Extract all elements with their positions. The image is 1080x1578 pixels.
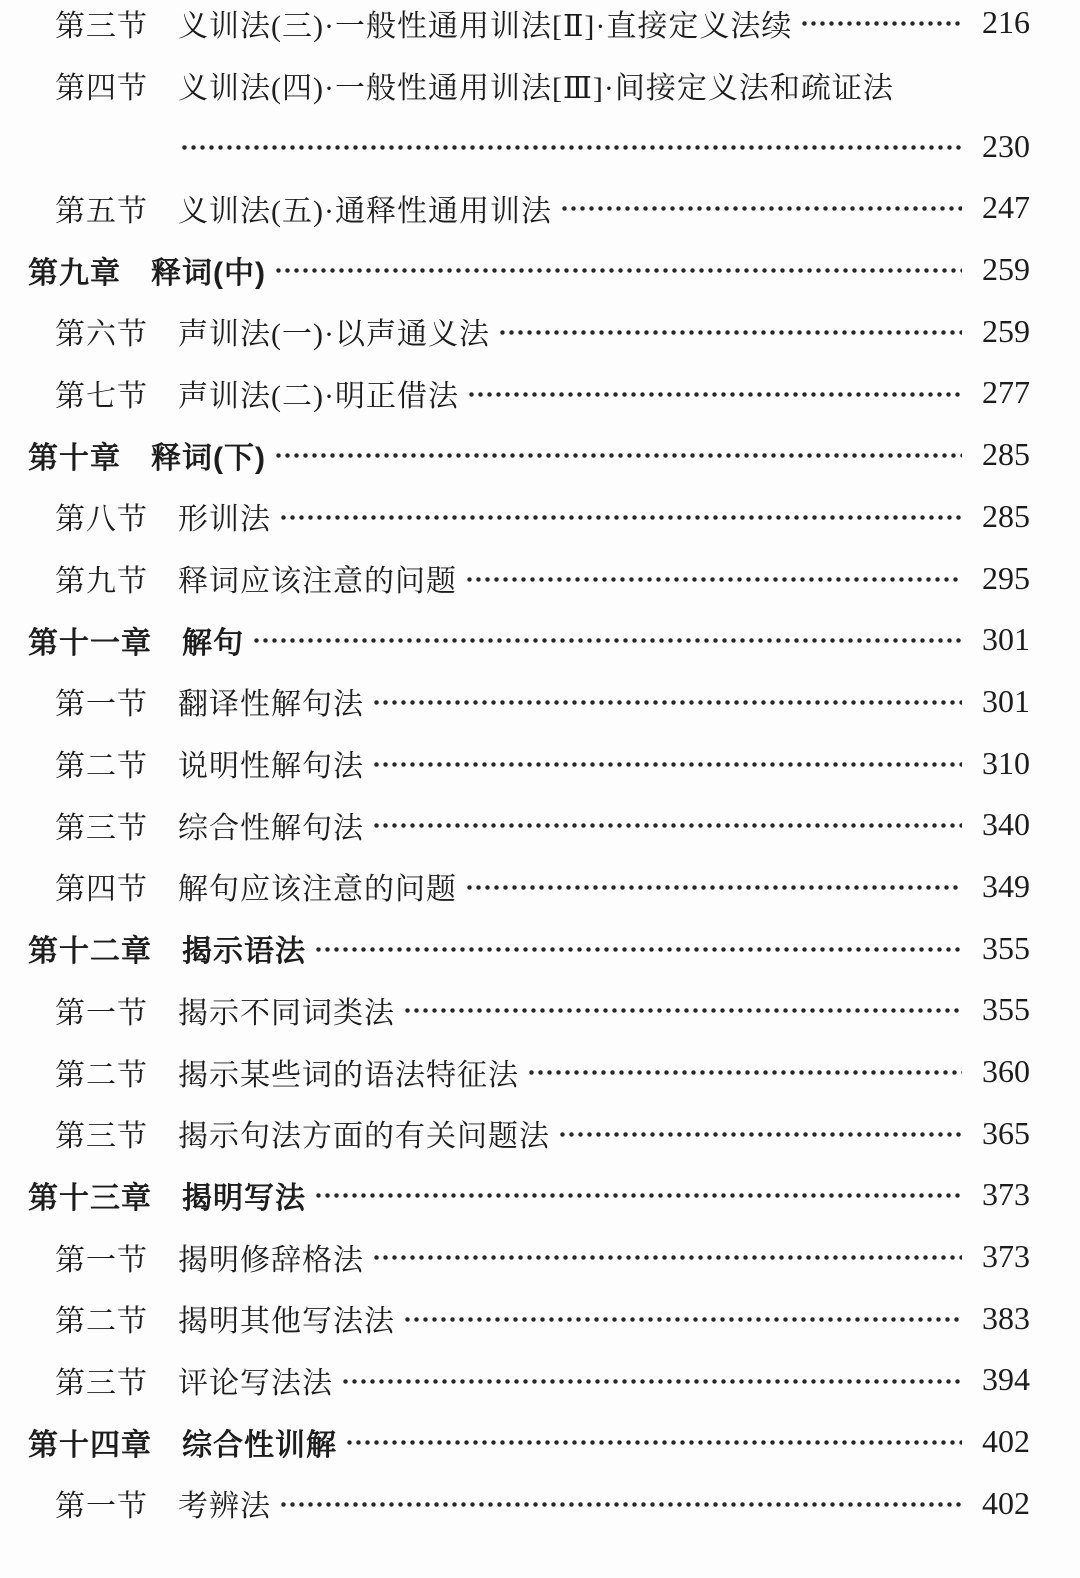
entry-label: 第一节 <box>55 688 148 722</box>
entry-title: 声训法(一)·以声通义法 <box>178 318 490 352</box>
entry-label: 第二节 <box>55 1305 148 1339</box>
toc-entry <box>28 1287 1030 1349</box>
entry-label: 第八节 <box>55 503 148 537</box>
toc-entry <box>28 1164 1030 1226</box>
dot-leader <box>403 1287 962 1349</box>
dot-leader <box>180 115 962 177</box>
page-number: 355 <box>982 929 1030 966</box>
toc-entry <box>28 1411 1030 1473</box>
page-number: 310 <box>982 744 1030 781</box>
dot-leader <box>465 856 962 918</box>
dot-leader <box>314 917 962 979</box>
entry-label: 第九节 <box>55 565 148 599</box>
entry-title: 解句 <box>182 626 244 660</box>
entry-title: 释词(下) <box>151 441 266 475</box>
page-number: 230 <box>982 127 1030 164</box>
entry-label: 第三节 <box>55 9 148 43</box>
toc-entry <box>28 547 1030 609</box>
toc-list <box>28 0 1030 1534</box>
entry-label: 第五节 <box>55 194 148 228</box>
dot-leader <box>279 1473 962 1535</box>
page-number: 360 <box>982 1053 1030 1090</box>
page-number: 402 <box>982 1423 1030 1460</box>
page-number: 259 <box>982 251 1030 288</box>
page-number: 295 <box>982 559 1030 596</box>
page-number: 355 <box>982 991 1030 1028</box>
toc-entry <box>28 1349 1030 1411</box>
toc-entry <box>28 1041 1030 1103</box>
dot-leader <box>527 1041 962 1103</box>
entry-title: 义训法(五)·通释性通用训法 <box>178 194 552 228</box>
entry-title: 考辨法 <box>178 1490 271 1524</box>
toc-entry <box>28 424 1030 486</box>
dot-leader <box>372 1226 962 1288</box>
entry-title: 声训法(二)·明正借法 <box>178 379 459 413</box>
entry-title: 释词(中) <box>151 256 266 290</box>
page-number: 394 <box>982 1361 1030 1398</box>
entry-label: 第十三章 <box>28 1181 152 1215</box>
dot-leader <box>498 300 962 362</box>
entry-label: 第二节 <box>55 750 148 784</box>
entry-label: 第二节 <box>55 1058 148 1092</box>
entry-label: 第十章 <box>28 441 121 475</box>
entry-title: 义训法(四)·一般性通用训法[Ⅲ]·间接定义法和疏证法 <box>178 71 894 105</box>
toc-entry <box>28 362 1030 424</box>
dot-leader <box>372 671 962 733</box>
dot-leader <box>274 239 962 301</box>
entry-label: 第三节 <box>55 1120 148 1154</box>
toc-entry <box>28 0 1030 54</box>
entry-label: 第一节 <box>55 1490 148 1524</box>
page-number: 383 <box>982 1299 1030 1336</box>
toc-entry <box>28 54 1030 116</box>
entry-title: 说明性解句法 <box>178 750 364 784</box>
toc-entry <box>28 239 1030 301</box>
entry-label: 第一节 <box>55 996 148 1030</box>
toc-entry <box>28 486 1030 548</box>
entry-title: 揭示不同词类法 <box>178 996 395 1030</box>
page-number: 349 <box>982 867 1030 904</box>
toc-entry <box>28 1226 1030 1288</box>
toc-entry <box>28 979 1030 1041</box>
entry-title: 揭明修辞格法 <box>178 1243 364 1277</box>
toc-entry <box>28 1473 1030 1535</box>
page-number: 285 <box>982 497 1030 534</box>
entry-title: 揭示语法 <box>182 935 306 969</box>
page-number: 373 <box>982 1238 1030 1275</box>
dot-leader <box>279 486 962 548</box>
dot-leader <box>341 1349 962 1411</box>
entry-title: 揭示某些词的语法特征法 <box>178 1058 519 1092</box>
entry-title: 形训法 <box>178 503 271 537</box>
page-number: 247 <box>982 189 1030 226</box>
entry-label: 第三节 <box>55 811 148 845</box>
toc-entry <box>28 1102 1030 1164</box>
dot-leader <box>558 1102 962 1164</box>
entry-label: 第十四章 <box>28 1428 152 1462</box>
entry-title: 揭示句法方面的有关问题法 <box>178 1120 550 1154</box>
entry-label: 第九章 <box>28 256 121 290</box>
entry-label: 第一节 <box>55 1243 148 1277</box>
dot-leader <box>314 1164 962 1226</box>
entry-title: 综合性训解 <box>182 1428 337 1462</box>
entry-title: 义训法(三)·一般性通用训法[Ⅱ]·直接定义法续 <box>178 9 793 43</box>
toc-entry <box>28 794 1030 856</box>
page-number: 285 <box>982 436 1030 473</box>
toc-entry <box>28 856 1030 918</box>
page-number: 259 <box>982 312 1030 349</box>
page-number: 365 <box>982 1114 1030 1151</box>
dot-leader <box>252 609 962 671</box>
dot-leader <box>467 362 962 424</box>
dot-leader <box>403 979 962 1041</box>
entry-label: 第四节 <box>55 71 148 105</box>
toc-entry-continuation <box>28 115 1030 177</box>
page-number: 301 <box>982 682 1030 719</box>
toc-entry <box>28 732 1030 794</box>
entry-label: 第十二章 <box>28 935 152 969</box>
toc-entry <box>28 609 1030 671</box>
dot-leader <box>465 547 962 609</box>
toc-entry <box>28 671 1030 733</box>
entry-title: 解句应该注意的问题 <box>178 873 457 907</box>
entry-title: 揭明其他写法法 <box>178 1305 395 1339</box>
entry-title: 释词应该注意的问题 <box>178 565 457 599</box>
dot-leader <box>345 1411 962 1473</box>
entry-label: 第四节 <box>55 873 148 907</box>
dot-leader <box>372 794 962 856</box>
page-number: 301 <box>982 621 1030 658</box>
entry-title: 揭明写法 <box>182 1181 306 1215</box>
entry-title: 翻译性解句法 <box>178 688 364 722</box>
page-number: 340 <box>982 806 1030 843</box>
entry-title: 评论写法法 <box>178 1366 333 1400</box>
page-number: 373 <box>982 1176 1030 1213</box>
page-number: 402 <box>982 1484 1030 1521</box>
entry-label: 第七节 <box>55 379 148 413</box>
dot-leader <box>560 177 962 239</box>
page-number: 277 <box>982 374 1030 411</box>
dot-leader <box>372 732 962 794</box>
toc-entry <box>28 300 1030 362</box>
page-number: 216 <box>982 4 1030 41</box>
entry-title: 综合性解句法 <box>178 811 364 845</box>
toc-entry <box>28 177 1030 239</box>
dot-leader <box>274 424 962 486</box>
entry-label: 第六节 <box>55 318 148 352</box>
dot-leader <box>800 0 962 54</box>
entry-label: 第十一章 <box>28 626 152 660</box>
toc-entry <box>28 917 1030 979</box>
entry-label: 第三节 <box>55 1366 148 1400</box>
